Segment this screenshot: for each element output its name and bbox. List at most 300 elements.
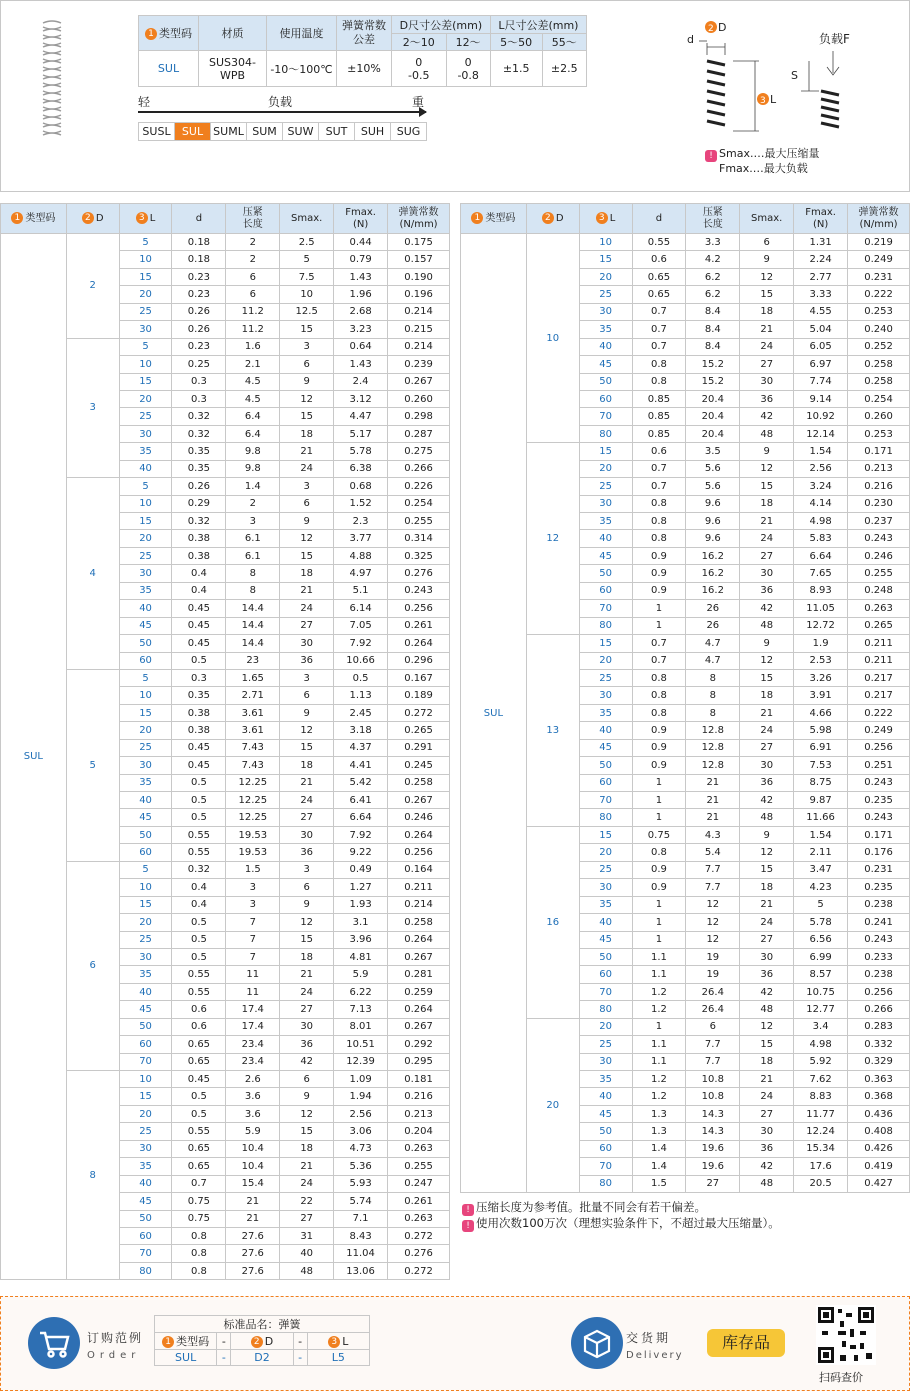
table-cell: 0.266 [848, 1001, 910, 1018]
table-cell: 21 [280, 966, 334, 983]
table-row [461, 443, 910, 460]
table-cell: 1.54 [794, 826, 848, 843]
table-cell: 24 [740, 1088, 794, 1105]
table-cell: 35 [119, 582, 172, 599]
table-cell: 0.9 [632, 879, 686, 896]
table-cell: 7.7 [686, 879, 740, 896]
table-cell: 0.216 [388, 1088, 450, 1105]
table-cell: 0.258 [848, 356, 910, 373]
table-cell: 6 [280, 879, 334, 896]
table-cell: 0.258 [388, 914, 450, 931]
table-cell: 11.66 [794, 809, 848, 826]
table-cell: 0.23 [172, 268, 226, 285]
table-row [461, 635, 910, 652]
table-cell: 0.167 [388, 669, 450, 686]
table-cell: 9.6 [686, 530, 740, 547]
table-cell: 3.06 [334, 1123, 388, 1140]
table-cell: 24 [740, 914, 794, 931]
table-cell: 30 [119, 1140, 172, 1157]
table-cell: 1 [632, 1018, 686, 1035]
table-cell: 2 [226, 251, 280, 268]
table-cell: 12 [740, 268, 794, 285]
table-cell: 3.6 [226, 1105, 280, 1122]
table-cell: 80 [119, 1262, 172, 1279]
table-cell: 4.81 [334, 948, 388, 965]
table-cell: 18 [740, 303, 794, 320]
table-cell: 27 [280, 1210, 334, 1227]
type-option-suh[interactable]: SUH [355, 123, 391, 141]
table-cell: 50 [119, 1210, 172, 1227]
table-cell: 7.43 [226, 757, 280, 774]
table-cell: 0.217 [848, 687, 910, 704]
table-cell: 45 [119, 809, 172, 826]
table-cell: 35 [119, 443, 172, 460]
table-cell: 0.7 [632, 635, 686, 652]
table-cell: 6 [740, 234, 794, 251]
table-cell: 11.05 [794, 600, 848, 617]
table-cell: 3.33 [794, 286, 848, 303]
table-cell: 3.91 [794, 687, 848, 704]
table-cell: 6.64 [794, 547, 848, 564]
table-cell: 27 [740, 931, 794, 948]
table-cell: 25 [119, 408, 172, 425]
table-cell: 2.4 [334, 373, 388, 390]
table-cell: 45 [579, 547, 632, 564]
svg-text:3: 3 [760, 96, 766, 106]
table-cell: 0.222 [848, 286, 910, 303]
table-cell: 70 [119, 1053, 172, 1070]
table-cell: 70 [119, 1245, 172, 1262]
table-cell: 0.256 [848, 739, 910, 756]
table-cell: 0.5 [172, 652, 226, 669]
table-cell: 0.238 [848, 896, 910, 913]
table-cell: 24 [280, 792, 334, 809]
table-cell: 4.3 [686, 826, 740, 843]
table-cell: 0.7 [632, 338, 686, 355]
table-cell: 0.217 [848, 669, 910, 686]
table-cell: 2.53 [794, 652, 848, 669]
table-cell: 0.8 [172, 1262, 226, 1279]
table-cell: 35 [579, 1071, 632, 1088]
table-cell: 0.332 [848, 1036, 910, 1053]
type-option-suw[interactable]: SUW [283, 123, 319, 141]
table-row [1, 234, 450, 251]
table-cell: 23.4 [226, 1053, 280, 1070]
table-cell: 30 [740, 757, 794, 774]
table-cell: 0.226 [388, 478, 450, 495]
table-cell: 18 [280, 1140, 334, 1157]
table-cell: 14.4 [226, 635, 280, 652]
table-cell: 0.35 [172, 443, 226, 460]
table-row [461, 826, 910, 843]
table-cell: 1.4 [632, 1140, 686, 1157]
table-cell: 1 [632, 896, 686, 913]
table-cell: 11.2 [226, 321, 280, 338]
table-cell: 25 [119, 931, 172, 948]
table-cell: 0.55 [172, 1123, 226, 1140]
table-cell: 0.214 [388, 338, 450, 355]
table-cell: 12 [740, 844, 794, 861]
table-cell: 12 [740, 460, 794, 477]
table-cell: 0.211 [848, 652, 910, 669]
table-cell: 12.25 [226, 809, 280, 826]
table-cell: 0.298 [388, 408, 450, 425]
table-cell: 10.4 [226, 1140, 280, 1157]
table-cell: 0.265 [848, 617, 910, 634]
table-cell: 2.56 [334, 1105, 388, 1122]
table-cell: 0.4 [172, 582, 226, 599]
table-cell: 10 [119, 879, 172, 896]
svg-text:D: D [718, 21, 727, 34]
table-cell: 10 [119, 356, 172, 373]
table-cell: 7.7 [686, 1053, 740, 1070]
table-cell: 0.231 [848, 861, 910, 878]
table-cell: 70 [579, 983, 632, 1000]
table-cell: 0.211 [388, 879, 450, 896]
table-cell: 50 [579, 373, 632, 390]
table-cell: 0.8 [632, 373, 686, 390]
table-cell: 0.8 [632, 513, 686, 530]
table-cell: 15.4 [226, 1175, 280, 1192]
table-cell: 15 [579, 443, 632, 460]
table-cell: 0.9 [632, 565, 686, 582]
table-row [461, 1018, 910, 1035]
scan-price-label: 扫码查价 [819, 1371, 863, 1384]
table-cell: 21 [686, 792, 740, 809]
type-option-sut[interactable]: SUT [319, 123, 355, 141]
table-cell: 15 [740, 1036, 794, 1053]
table-cell: 2.5 [280, 234, 334, 251]
table-cell: 0.55 [172, 844, 226, 861]
table-row [461, 234, 910, 251]
table-cell: 0.283 [848, 1018, 910, 1035]
table-cell: 0.7 [632, 460, 686, 477]
diameter-cell: 6 [66, 861, 119, 1070]
table-cell: 3.61 [226, 722, 280, 739]
table-cell: 7.62 [794, 1071, 848, 1088]
table-cell: 70 [579, 600, 632, 617]
table-cell: 0.419 [848, 1158, 910, 1175]
table-cell: 0.219 [848, 234, 910, 251]
table-cell: 6.97 [794, 356, 848, 373]
table-cell: 0.9 [632, 861, 686, 878]
table-cell: 0.233 [848, 948, 910, 965]
table-cell: 0.216 [848, 478, 910, 495]
diameter-cell: 4 [66, 478, 119, 670]
table-cell: 0.68 [334, 478, 388, 495]
table-cell: 25 [119, 1123, 172, 1140]
table-cell: 0.75 [172, 1193, 226, 1210]
spring-table-left: 1 类型码 2 D 3 L d 压紧 长度 Smax. Fmax. (N) 弹簧常数 (N/mm) SUL 2 5 0.18 2 2.5 0.44 0.175 10 0.18 2 5 0.79 0.157 15 0.23 6 7.5 1.43 0.190 20 0.23 6 10 1.96 0.196 25 0.26 11.2 12.5 2.68 0.214 30 0.26 11.2 15 3.23 0.215 3 5 0.23 1.6 3 0.64 0.214 10 0.25 2.1 6 1.43 0.239 15 0.3 4.5 9 2.4 0.267 20 0.3 4.5 12 3.12 0.260 25 0.32 6.4 15 4.47 0.298 30 0.32 6.4 18 5.17 0.287 35 0.35 9.8 21 5.78 0.275 40 0.35 9.8 24 6.38 0.266 4 5 0.26 1.4 3 0.68 0.226 10 0.29 2 6 1.52 0.254 15 0.32 3 9 2.3 0.255 20 0.38 6.1 12 3.77 0.314 25 0.38 6.1 15 4.88 0.325 30 0.4 8 18 4.97 0.276 35 0.4 8 21 5.1 0.243 40 0.45 14.4 24 6.14 0.256 45 0.45 14.4 27 7.05 0.261 50 0.45 14.4 30 7.92 0.264 60 0.5 23 36 10.66 0.296 5 5 0.3 1.65 3 0.5 0.167 10 0.35 2.71 6 1.13 0.189 15 0.38 3.61 9 2.45 0.272 20 0.38 3.61 12 3.18 0.265 25 0.45 7.43 15 4.37 0.291 30 0.45 7.43 18 4.41 0.245 35 0.5 12.25 21 5.42 0.258 40 0.5 12.25 24 6.41 0.267 45 0.5 12.25 27 6.64 0.246 50 0.55 19.53 30 7.92 0.264 60 0.55 19.53 36 9.22 0.256 6 5 0.32 1.5 3 0.49 0.164 10 0.4 3 6 1.27 0.211 15 0.4 3 9 1.93 0.214 20 0.5 7 12 3.1 0.258 25 0.5 7 15 3.96 0.264 30 0.5 7 18 4.81 0.267 35 0.55 11 21 5.9 0.281 40 0.55 11 24 6.22 0.259 45 0.6 17.4 27 7.13 0.264 50 0.6 17.4 30 8.01 0.267 60 0.65 23.4 36 10.51 0.292 70 0.65 23.4 42 12.39 0.295 8 10 0.45 2.6 6 1.09 0.181 15 0.5 3.6 9 1.94 0.216 20 0.5 3.6 12 2.56 0.213 25 0.55 5.9 15 3.06 0.204 30 0.65 10.4 18 4.73 0.263 35 0.65 10.4 21 5.36 0.255 40 0.7 15.4 24 5.93 0.247 45 0.75 21 22 5.74 0.261 50 0.75 21 27 7.1 0.263 60 0.8 27.6 31 8.43 0.272 70 0.8 27.6 40 11.04 0.276 80 0.8 27.6 48 13.06 0.272 [0, 203, 450, 1280]
table-cell: 0.247 [388, 1175, 450, 1192]
diameter-cell: 13 [526, 635, 579, 827]
table-cell: 9 [740, 826, 794, 843]
table-cell: 4.5 [226, 373, 280, 390]
table-cell: 1.96 [334, 286, 388, 303]
table-cell: 0.263 [848, 600, 910, 617]
table-cell: 50 [579, 1123, 632, 1140]
table-cell: 50 [119, 1018, 172, 1035]
table-cell: 0.6 [172, 1018, 226, 1035]
table-cell: 0.25 [172, 356, 226, 373]
table-cell: 0.235 [848, 792, 910, 809]
table-cell: 0.181 [388, 1071, 450, 1088]
table-cell: 42 [740, 1158, 794, 1175]
table-cell: 21 [740, 1071, 794, 1088]
table-cell: 1.1 [632, 1053, 686, 1070]
table-cell: 5.17 [334, 425, 388, 442]
table-cell: 45 [119, 1001, 172, 1018]
table-cell: 5.04 [794, 321, 848, 338]
table-cell: 6.2 [686, 286, 740, 303]
table-cell: 2.68 [334, 303, 388, 320]
table-cell: 0.287 [388, 425, 450, 442]
table-cell: 15 [119, 268, 172, 285]
table-cell: 0.6 [172, 1001, 226, 1018]
table-cell: 0.9 [632, 722, 686, 739]
table-cell: 12 [280, 390, 334, 407]
table-cell: 0.256 [388, 600, 450, 617]
type-option-susl[interactable]: SUSL [139, 123, 175, 141]
table-cell: 12 [280, 1105, 334, 1122]
table-cell: 0.8 [632, 704, 686, 721]
table-cell: 0.272 [388, 1262, 450, 1279]
table-cell: 19.53 [226, 826, 280, 843]
table-cell: 2.56 [794, 460, 848, 477]
table-cell: 21 [226, 1193, 280, 1210]
table-cell: 30 [280, 635, 334, 652]
table-cell: 7.43 [226, 739, 280, 756]
table-cell: 12.24 [794, 1123, 848, 1140]
table-cell: 0.65 [632, 268, 686, 285]
type-option-sul[interactable]: SUL [175, 123, 211, 141]
table-cell: 10.92 [794, 408, 848, 425]
table-cell: 40 [579, 338, 632, 355]
table-cell: 27 [740, 356, 794, 373]
table-cell: 12 [740, 652, 794, 669]
table-cell: 0.408 [848, 1123, 910, 1140]
table-cell: 9.8 [226, 460, 280, 477]
table-cell: 6.2 [686, 268, 740, 285]
table-cell: 15 [579, 251, 632, 268]
table-cell: 21 [686, 774, 740, 791]
table-cell: 0.263 [388, 1210, 450, 1227]
table-notes: ! 压缩长度为参考值。批量不同会有若干偏差。 ! 使用次数100万次（理想实验条件下，不超过最大压缩量）。 [462, 1200, 780, 1232]
table-cell: 40 [119, 1175, 172, 1192]
table-cell: 50 [579, 757, 632, 774]
table-cell: 70 [579, 1158, 632, 1175]
table-cell: 45 [119, 617, 172, 634]
table-cell: 30 [280, 1018, 334, 1035]
table-cell: 48 [740, 1001, 794, 1018]
table-cell: 4.88 [334, 547, 388, 564]
table-cell: 3 [280, 669, 334, 686]
spring-table-right: 1 类型码 2 D 3 L d 压紧 长度 Smax. Fmax. (N) 弹簧常数 (N/mm) SUL 10 10 0.55 3.3 6 1.31 0.219 15 0.6 4.2 9 2.24 0.249 20 0.65 6.2 12 2.77 0.231 25 0.65 6.2 15 3.33 0.222 30 0.7 8.4 18 4.55 0.253 35 0.7 8.4 21 5.04 0.240 40 0.7 8.4 24 6.05 0.252 45 0.8 15.2 27 6.97 0.258 50 0.8 15.2 30 7.74 0.258 60 0.85 20.4 36 9.14 0.254 70 0.85 20.4 42 10.92 0.260 80 0.85 20.4 48 12.14 0.253 12 15 0.6 3.5 9 1.54 0.171 20 0.7 5.6 12 2.56 0.213 25 0.7 5.6 15 3.24 0.216 30 0.8 9.6 18 4.14 0.230 35 0.8 9.6 21 4.98 0.237 40 0.8 9.6 24 5.83 0.243 45 0.9 16.2 27 6.64 0.246 50 0.9 16.2 30 7.65 0.255 60 0.9 16.2 36 8.93 0.248 70 1 26 42 11.05 0.263 80 1 26 48 12.72 0.265 13 15 0.7 4.7 9 1.9 0.211 20 0.7 4.7 12 2.53 0.211 25 0.8 8 15 3.26 0.217 30 0.8 8 18 3.91 0.217 35 0.8 8 21 4.66 0.222 40 0.9 12.8 24 5.98 0.249 45 0.9 12.8 27 6.91 0.256 50 0.9 12.8 30 7.53 0.251 60 1 21 36 8.75 0.243 70 1 21 42 9.87 0.235 80 1 21 48 11.66 0.243 16 15 0.75 4.3 9 1.54 0.171 20 0.8 5.4 12 2.11 0.176 25 0.9 7.7 15 3.47 0.231 30 0.9 7.7 18 4.23 0.235 35 1 12 21 5 0.238 40 1 12 24 5.78 0.241 45 1 12 27 6.56 0.243 50 1.1 19 30 6.99 0.233 60 1.1 19 36 8.57 0.238 70 1.2 26.4 42 10.75 0.256 80 1.2 26.4 48 12.77 0.266 20 20 1 6 12 3.4 0.283 25 1.1 7.7 15 4.98 0.332 30 1.1 7.7 18 5.92 0.329 35 1.2 10.8 21 7.62 0.363 40 1.2 10.8 24 8.83 0.368 45 1.3 14.3 27 11.77 0.436 50 1.3 14.3 30 12.24 0.408 60 1.4 19.6 36 15.34 0.426 70 1.4 19.6 42 17.6 0.419 80 1.5 27 48 20.5 0.427 [460, 203, 910, 1193]
table-cell: 40 [119, 983, 172, 1000]
table-cell: 0.255 [388, 513, 450, 530]
table-cell: 0.243 [848, 931, 910, 948]
table-cell: 1 [632, 931, 686, 948]
table-cell: 42 [740, 408, 794, 425]
table-cell: 5.93 [334, 1175, 388, 1192]
table-cell: 0.5 [172, 809, 226, 826]
table-cell: 3 [226, 896, 280, 913]
table-cell: 24 [740, 722, 794, 739]
table-cell: 10.51 [334, 1036, 388, 1053]
table-cell: 6 [280, 1071, 334, 1088]
table-cell: 20 [579, 460, 632, 477]
table-cell: 7.92 [334, 826, 388, 843]
table-cell: 3 [226, 879, 280, 896]
table-cell: 6 [226, 286, 280, 303]
table-cell: 6 [280, 495, 334, 512]
table-cell: 10 [280, 286, 334, 303]
table-cell: 0.44 [334, 234, 388, 251]
table-cell: 18 [280, 425, 334, 442]
table-cell: 0.291 [388, 739, 450, 756]
table-cell: 12.5 [280, 303, 334, 320]
diameter-cell: 5 [66, 669, 119, 861]
table-cell: 26.4 [686, 983, 740, 1000]
table-cell: 30 [740, 948, 794, 965]
table-cell: 0.272 [388, 704, 450, 721]
table-cell: 9 [740, 443, 794, 460]
table-cell: 0.5 [172, 948, 226, 965]
table-cell: 40 [280, 1245, 334, 1262]
table-cell: 45 [579, 739, 632, 756]
table-cell: 0.23 [172, 338, 226, 355]
table-cell: 10.8 [686, 1088, 740, 1105]
table-cell: 8 [226, 582, 280, 599]
table-cell: 3 [226, 513, 280, 530]
table-cell: 19 [686, 966, 740, 983]
table-cell: 6.14 [334, 600, 388, 617]
table-cell: 12 [686, 931, 740, 948]
table-cell: 0.213 [848, 460, 910, 477]
table-cell: 0.18 [172, 234, 226, 251]
table-cell: 11 [226, 983, 280, 1000]
table-cell: 3 [280, 478, 334, 495]
table-cell: 0.64 [334, 338, 388, 355]
table-cell: 0.214 [388, 896, 450, 913]
table-cell: 42 [280, 1053, 334, 1070]
table-cell: 9.6 [686, 495, 740, 512]
table-cell: 9.87 [794, 792, 848, 809]
table-cell: 0.237 [848, 513, 910, 530]
table-cell: 4.98 [794, 1036, 848, 1053]
table-cell: 0.49 [334, 861, 388, 878]
table-cell: 80 [579, 1001, 632, 1018]
table-cell: 0.65 [172, 1158, 226, 1175]
table-cell: 14.3 [686, 1123, 740, 1140]
type-option-sug[interactable]: SUG [391, 123, 427, 141]
table-cell: 50 [119, 826, 172, 843]
table-cell: 7 [226, 948, 280, 965]
table-row [1, 1071, 450, 1088]
table-cell: 2.6 [226, 1071, 280, 1088]
table-cell: 11.77 [794, 1105, 848, 1122]
table-cell: 27 [280, 809, 334, 826]
table-cell: 0.267 [388, 1018, 450, 1035]
table-cell: 24 [280, 1175, 334, 1192]
type-option-suml[interactable]: SUML [211, 123, 247, 141]
table-cell: 0.243 [848, 530, 910, 547]
type-option-sum[interactable]: SUM [247, 123, 283, 141]
table-cell: 0.9 [632, 757, 686, 774]
table-cell: 0.75 [172, 1210, 226, 1227]
table-cell: 12.8 [686, 722, 740, 739]
table-cell: 0.267 [388, 948, 450, 965]
table-cell: 0.240 [848, 321, 910, 338]
table-cell: 45 [119, 1193, 172, 1210]
table-cell: 3.24 [794, 478, 848, 495]
table-cell: 40 [119, 792, 172, 809]
table-cell: 0.8 [632, 669, 686, 686]
table-cell: 7.13 [334, 1001, 388, 1018]
table-cell: 23.4 [226, 1036, 280, 1053]
table-cell: 0.5 [334, 669, 388, 686]
table-cell: 0.175 [388, 234, 450, 251]
order-footer [0, 1296, 910, 1391]
table-cell: 10.66 [334, 652, 388, 669]
table-cell: 8 [686, 687, 740, 704]
table-cell: 0.214 [388, 303, 450, 320]
table-cell: 15 [740, 478, 794, 495]
table-cell: 30 [579, 879, 632, 896]
table-cell: 19.6 [686, 1140, 740, 1157]
table-cell: 9 [280, 704, 334, 721]
table-row [1, 338, 450, 355]
table-cell: 4.55 [794, 303, 848, 320]
table-cell: 0.3 [172, 373, 226, 390]
table-cell: 0.23 [172, 286, 226, 303]
table-cell: 18 [740, 495, 794, 512]
table-cell: 40 [579, 722, 632, 739]
table-cell: 21 [740, 896, 794, 913]
table-cell: 7.53 [794, 757, 848, 774]
table-cell: 5 [794, 896, 848, 913]
table-cell: 27 [686, 1175, 740, 1192]
table-cell: 8 [686, 704, 740, 721]
table-cell: 0.3 [172, 390, 226, 407]
table-cell: 5.74 [334, 1193, 388, 1210]
table-cell: 8.4 [686, 338, 740, 355]
table-cell: 48 [740, 809, 794, 826]
table-cell: 0.248 [848, 582, 910, 599]
table-cell: 8.93 [794, 582, 848, 599]
table-cell: 21 [740, 321, 794, 338]
table-cell: 7.7 [686, 861, 740, 878]
table-cell: 18 [280, 757, 334, 774]
table-cell: 0.65 [172, 1053, 226, 1070]
table-cell: 40 [119, 460, 172, 477]
table-cell: 18 [740, 687, 794, 704]
table-cell: 1.65 [226, 669, 280, 686]
table-cell: 4.73 [334, 1140, 388, 1157]
table-cell: 0.238 [848, 966, 910, 983]
table-cell: 20 [119, 914, 172, 931]
qr-code-icon[interactable] [816, 1305, 876, 1365]
table-cell: 6.99 [794, 948, 848, 965]
table-cell: 8.83 [794, 1088, 848, 1105]
table-cell: 6.64 [334, 809, 388, 826]
table-cell: 1.6 [226, 338, 280, 355]
table-cell: 20.4 [686, 390, 740, 407]
table-cell: 20 [119, 530, 172, 547]
table-cell: 0.190 [388, 268, 450, 285]
table-cell: 35 [579, 704, 632, 721]
table-cell: 30 [579, 687, 632, 704]
